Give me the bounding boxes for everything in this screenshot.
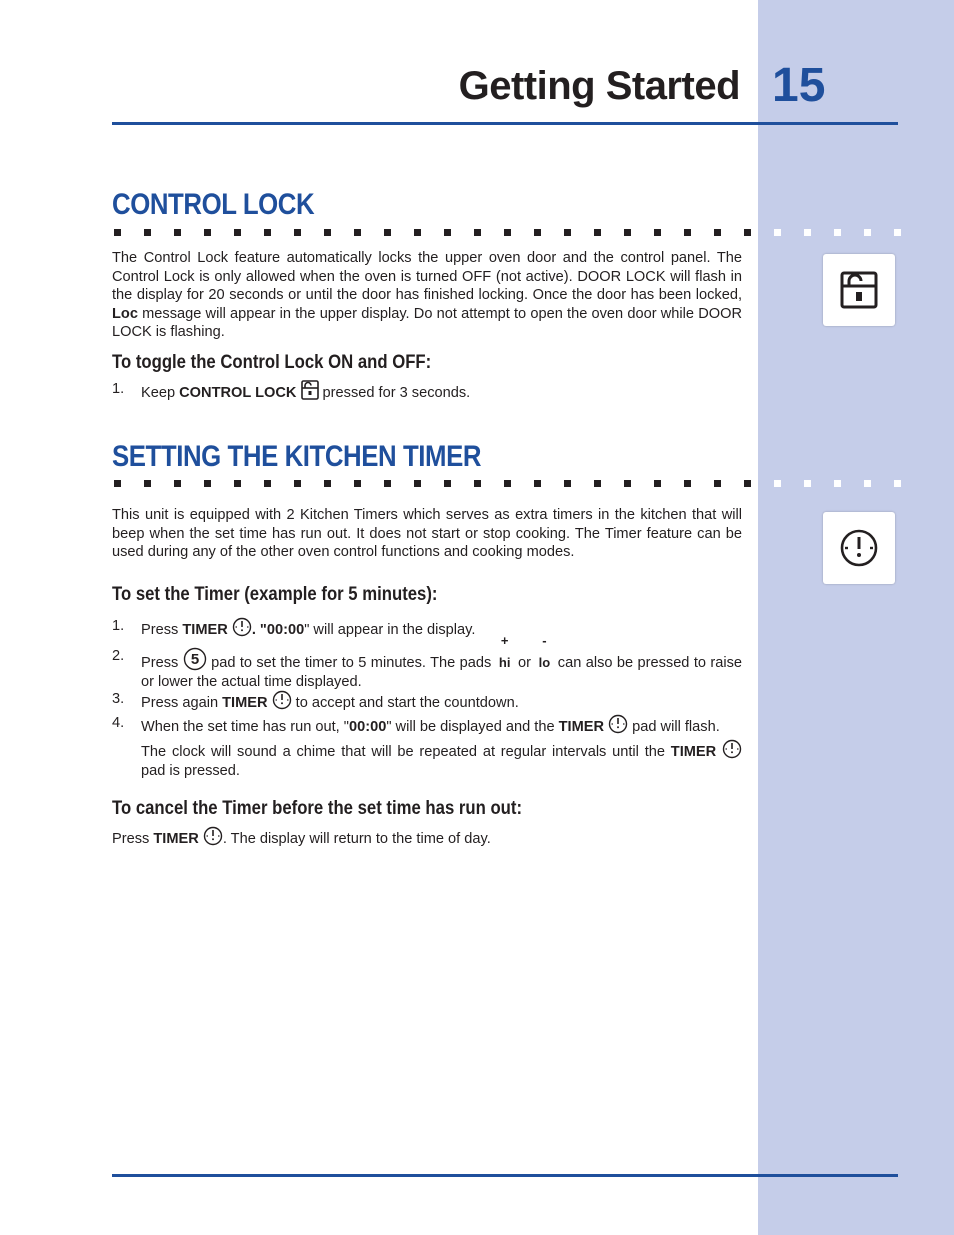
- divider-dot: [834, 480, 841, 487]
- control-lock-icon-card: [823, 254, 895, 326]
- sidebar-band: [758, 0, 954, 1235]
- number-5-key-icon: [183, 647, 207, 671]
- timer-icon: [608, 714, 628, 734]
- divider-dot: [384, 480, 391, 487]
- divider-dot: [504, 229, 511, 236]
- divider-dot: [654, 480, 661, 487]
- dotted-divider: [112, 480, 898, 488]
- divider-dot: [144, 480, 151, 487]
- cancel-timer-subhead: To cancel the Timer before the set time has run out:: [112, 798, 523, 819]
- lo-pad: - lo: [538, 633, 551, 670]
- divider-dot: [114, 480, 121, 487]
- divider-dot: [774, 480, 781, 487]
- timer-icon: [722, 739, 742, 759]
- timer-icon: [837, 526, 881, 570]
- divider-dot: [354, 480, 361, 487]
- control-lock-heading: CONTROL LOCK: [112, 188, 315, 221]
- divider-dot: [894, 480, 901, 487]
- divider-dot: [864, 480, 871, 487]
- divider-dot: [564, 480, 571, 487]
- divider-dot: [894, 229, 901, 236]
- kitchen-timer-icon-card: [823, 512, 895, 584]
- divider-dot: [684, 229, 691, 236]
- kitchen-timer-heading: SETTING THE KITCHEN TIMER: [112, 440, 482, 473]
- divider-dot: [174, 229, 181, 236]
- paragraph-part: The Control Lock feature automatically locks the upper oven door and the control panel. The Control Lock is only allowed when the oven is turned OFF (not active). DOOR LOCK will flash in the display for 20 seconds or until the door has finished locking. Once the door has been locked,: [112, 250, 742, 304]
- page-title: Getting Started: [458, 64, 740, 108]
- divider-dot: [114, 229, 121, 236]
- lock-icon: [301, 380, 319, 400]
- divider-dot: [474, 229, 481, 236]
- divider-dot: [354, 229, 361, 236]
- header-rule: [112, 122, 898, 125]
- step-text: Keep CONTROL LOCK pressed for 3 seconds.: [141, 380, 742, 403]
- divider-dot: [684, 480, 691, 487]
- divider-dot: [294, 229, 301, 236]
- control-lock-paragraph: [112, 249, 742, 342]
- divider-dot: [264, 480, 271, 487]
- divider-dot: [384, 229, 391, 236]
- divider-dot: [564, 229, 571, 236]
- divider-dot: [474, 480, 481, 487]
- timer-icon: [272, 690, 292, 710]
- divider-dot: [234, 229, 241, 236]
- divider-dot: [174, 480, 181, 487]
- divider-dot: [444, 229, 451, 236]
- divider-dot: [744, 229, 751, 236]
- paragraph-part: message will appear in the upper display. Do not attempt to open the oven door while DOOR LOCK is flashing.: [112, 305, 742, 341]
- divider-dot: [804, 480, 811, 487]
- set-timer-subhead: To set the Timer (example for 5 minutes):: [112, 584, 438, 605]
- control-lock-subhead: To toggle the Control Lock ON and OFF:: [112, 352, 432, 373]
- divider-dot: [774, 229, 781, 236]
- divider-dot: [324, 480, 331, 487]
- timer-icon: [232, 617, 252, 637]
- divider-dot: [744, 480, 751, 487]
- divider-dot: [714, 229, 721, 236]
- lock-icon: [837, 268, 881, 312]
- divider-dot: [204, 229, 211, 236]
- divider-dot: [264, 229, 271, 236]
- divider-dot: [534, 480, 541, 487]
- divider-dot: [594, 480, 601, 487]
- dotted-divider: [112, 229, 898, 237]
- divider-dot: [414, 480, 421, 487]
- hi-pad: + hi: [498, 633, 511, 670]
- divider-dot: [504, 480, 511, 487]
- divider-dot: [594, 229, 601, 236]
- page-header: [112, 58, 898, 118]
- cancel-timer-text: Press TIMER . The display will return to the time of day.: [112, 826, 742, 849]
- divider-dot: [414, 229, 421, 236]
- timer-icon: [203, 826, 223, 846]
- divider-dot: [144, 229, 151, 236]
- footer-rule: [112, 1174, 898, 1177]
- divider-dot: [624, 229, 631, 236]
- divider-dot: [804, 229, 811, 236]
- divider-dot: [654, 229, 661, 236]
- divider-dot: [444, 480, 451, 487]
- divider-dot: [204, 480, 211, 487]
- divider-dot: [294, 480, 301, 487]
- loc-message: Loc: [112, 305, 138, 322]
- step-number: 1.: [112, 381, 125, 397]
- divider-dot: [864, 229, 871, 236]
- divider-dot: [234, 480, 241, 487]
- page-number: 15: [772, 59, 826, 112]
- divider-dot: [714, 480, 721, 487]
- divider-dot: [324, 229, 331, 236]
- divider-dot: [534, 229, 541, 236]
- divider-dot: [624, 480, 631, 487]
- kitchen-timer-paragraph: This unit is equipped with 2 Kitchen Timers which serves as extra timers in the kitchen that will beep when the set time has run out. It does not start or stop cooking. The Timer feature can be used during any of the other oven control functions and cooking modes.: [112, 507, 742, 561]
- svg-text:5: 5: [190, 651, 199, 668]
- divider-dot: [834, 229, 841, 236]
